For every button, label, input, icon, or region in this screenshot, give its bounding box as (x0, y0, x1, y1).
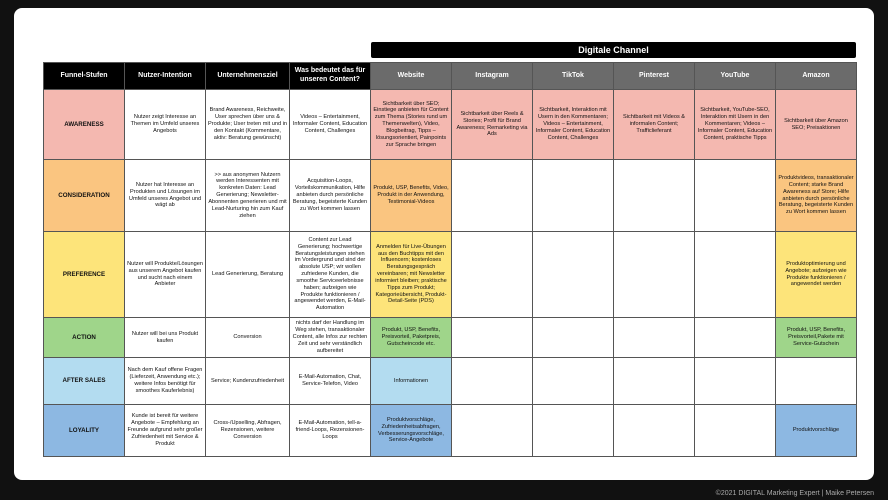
youtube-cell (695, 160, 776, 232)
instagram-cell (452, 405, 533, 457)
header-row (44, 63, 857, 90)
content-cell: Content zur Lead Generierung; hochwertige Beratungsleistungen stehen im Vordergrund und sind der absolute USP; wir wollen zufriedene Kunden, die smoothe Serviceerlebnisse haben; aufzeigen wie Produkte funktionieren / angewendet werden, E-Mail-Automation (290, 232, 371, 318)
website-cell: Informationen (371, 358, 452, 405)
instagram-cell (452, 160, 533, 232)
intent-cell: Nutzer hat Interesse an Produkten und Lösungen im Umfeld unseres Angebot und wägt ab (125, 160, 206, 232)
row-action (44, 318, 857, 358)
stage-cell: LOYALITY (44, 405, 125, 457)
amazon-cell: Produktvorschläge (776, 405, 857, 457)
content-cell: Acquisition-Loops, Vorteilskommunikation, Hilfe anbieten durch persönliche Beratung, begeisterte Kunden zu Wort kommen lassen (290, 160, 371, 232)
stage-cell: AFTER SALES (44, 358, 125, 405)
content-cell: E-Mail-Automation, Chat, Service-Telefon, Video (290, 358, 371, 405)
amazon-cell: Produktvideos, transaktionaler Content; starke Brand Awareness auf Store; Hilfe anbieten durch persönliche Beratung, begeisterte Kunden zu Wort kommen lassen (776, 160, 857, 232)
col-header-pinterest: Pinterest (614, 63, 695, 90)
row-loyality (44, 405, 857, 457)
instagram-cell: Sichtbarkeit über Reels & Stories; Profil für Brand Awareness; Remarketing via Ads (452, 90, 533, 160)
website-cell: Produktvorschläge, Zufriedenheitsabfragen, Verbesserungsvorschläge, Service-Angebote (371, 405, 452, 457)
stage-cell: PREFERENCE (44, 232, 125, 318)
youtube-cell (695, 358, 776, 405)
stage-cell: AWARENESS (44, 90, 125, 160)
tiktok-cell (533, 160, 614, 232)
stage-cell: CONSIDERATION (44, 160, 125, 232)
tiktok-cell (533, 405, 614, 457)
amazon-cell: Sichtbarkeit über Amazon SEO; Preisaktionen (776, 90, 857, 160)
tiktok-cell (533, 232, 614, 318)
goal-cell: Lead Generierung, Beratung (206, 232, 290, 318)
tiktok-cell (533, 358, 614, 405)
goal-cell: Service; Kundenzufriedenheit (206, 358, 290, 405)
website-cell: Sichtbarkeit über SEO; Einstiege anbieten für Content zum Thema (Stories rund um Themenwelten), Video, Blogbeitrag, Tipps – lösungsorientiert, Painpoints zur Sprache bringen (371, 90, 452, 160)
funnel-table (43, 62, 857, 457)
col-header-youtube: YouTube (695, 63, 776, 90)
amazon-cell: Produktoptimierung und Angebote; aufzeigen wie Produkte funktionieren / angewendet werden (776, 232, 857, 318)
col-header-funnel: Funnel-Stufen (44, 63, 125, 90)
goal-cell: >> aus anonymen Nutzern werden Interessenten mit konkreten Daten: Lead Generierung; Newsletter-Abonnenten generieren und mit Lead-Nurturing hin zum Kauf ziehen (206, 160, 290, 232)
row-consideration (44, 160, 857, 232)
goal-cell: Conversion (206, 318, 290, 358)
content-cell: E-Mail-Automation, tell-a-friend-Loops, Rezensionen-Loops (290, 405, 371, 457)
pinterest-cell (614, 318, 695, 358)
intent-cell: Nutzer zeigt Interesse an Themen im Umfeld unseres Angebots (125, 90, 206, 160)
intent-cell: Kunde ist bereit für weitere Angebote – Empfehlung an Freunde aufgrund sehr großer Zufriedenheit mit Service & Produkt (125, 405, 206, 457)
row-awareness (44, 90, 857, 160)
row-preference (44, 232, 857, 318)
goal-cell: Brand Awareness, Reichweite, User sprechen über uns & Produkte; User treten mit und in den Kontakt (Kommentare, aktiv: Beratung gewünscht) (206, 90, 290, 160)
website-cell: Produkt, USP, Benefits, Video, Produkt in der Anwendung, Testimonial-Videos (371, 160, 452, 232)
intent-cell: Nutzer will Produkte/Lösungen aus unserem Angebot kaufen und sucht nach einem Anbieter (125, 232, 206, 318)
goal-cell: Cross-/Upselling, Abfragen, Rezensionen, weitere Conversion (206, 405, 290, 457)
digital-channel-banner: Digitale Channel (371, 42, 856, 58)
col-header-website: Website (371, 63, 452, 90)
youtube-cell: Sichtbarkeit, YouTube-SEO, Interaktion mit Usern in den Kommentaren; Videos – Informaler Content, Education Content, praktische Tipps (695, 90, 776, 160)
content-cell: Videos – Entertainment, Informaler Content, Education Content, Challenges (290, 90, 371, 160)
col-header-amazon: Amazon (776, 63, 857, 90)
intent-cell: Nutzer will bei uns Produkt kaufen (125, 318, 206, 358)
instagram-cell (452, 232, 533, 318)
instagram-cell (452, 358, 533, 405)
content-cell: nichts darf der Handlung im Weg stehen, transaktionaler Content, alle Infos zur rechten Zeit und sehr verständlich aufbereitet (290, 318, 371, 358)
tiktok-cell (533, 318, 614, 358)
youtube-cell (695, 232, 776, 318)
col-header-content: Was bedeutet das für unseren Content? (290, 63, 371, 90)
instagram-cell (452, 318, 533, 358)
website-cell: Anmelden für Live-Übungen aus den Buchtipps mit den Influencern; kostenloses Beratungsgespräch vereinbaren; mit Newsletter informiert bleiben; praktische Tipps zum Produkt; Kategorieübersicht, Produkt-Detail-Seite (PDS) (371, 232, 452, 318)
pinterest-cell: Sichtbarkeit mit Videos & informalen Content; Trafficlieferant (614, 90, 695, 160)
col-header-goal: Unternehmensziel (206, 63, 290, 90)
intent-cell: Nach dem Kauf offene Fragen (Lieferzeit, Anwendung etc.); weitere Infos benötigt für smoothes Kauferlebnis) (125, 358, 206, 405)
row-after-sales (44, 358, 857, 405)
amazon-cell (776, 358, 857, 405)
pinterest-cell (614, 160, 695, 232)
pinterest-cell (614, 358, 695, 405)
website-cell: Produkt, USP, Benefits, Preisvorteil, Paketpreis, Gutscheincode etc. (371, 318, 452, 358)
youtube-cell (695, 405, 776, 457)
stage-cell: ACTION (44, 318, 125, 358)
col-header-intent: Nutzer-Intention (125, 63, 206, 90)
pinterest-cell (614, 405, 695, 457)
youtube-cell (695, 318, 776, 358)
pinterest-cell (614, 232, 695, 318)
col-header-tiktok: TikTok (533, 63, 614, 90)
tiktok-cell: Sichtbarkeit, Interaktion mit Usern in den Kommentaren; Videos – Entertainment, Informaler Content, Education Content, Challenges (533, 90, 614, 160)
amazon-cell: Produkt, USP, Benefits, Preisvorteil,Pakete mit Service-Gutschein (776, 318, 857, 358)
copyright-notice: ©2021 DIGITAL Marketing Expert | Maike Petersen (715, 490, 874, 497)
col-header-instagram: Instagram (452, 63, 533, 90)
